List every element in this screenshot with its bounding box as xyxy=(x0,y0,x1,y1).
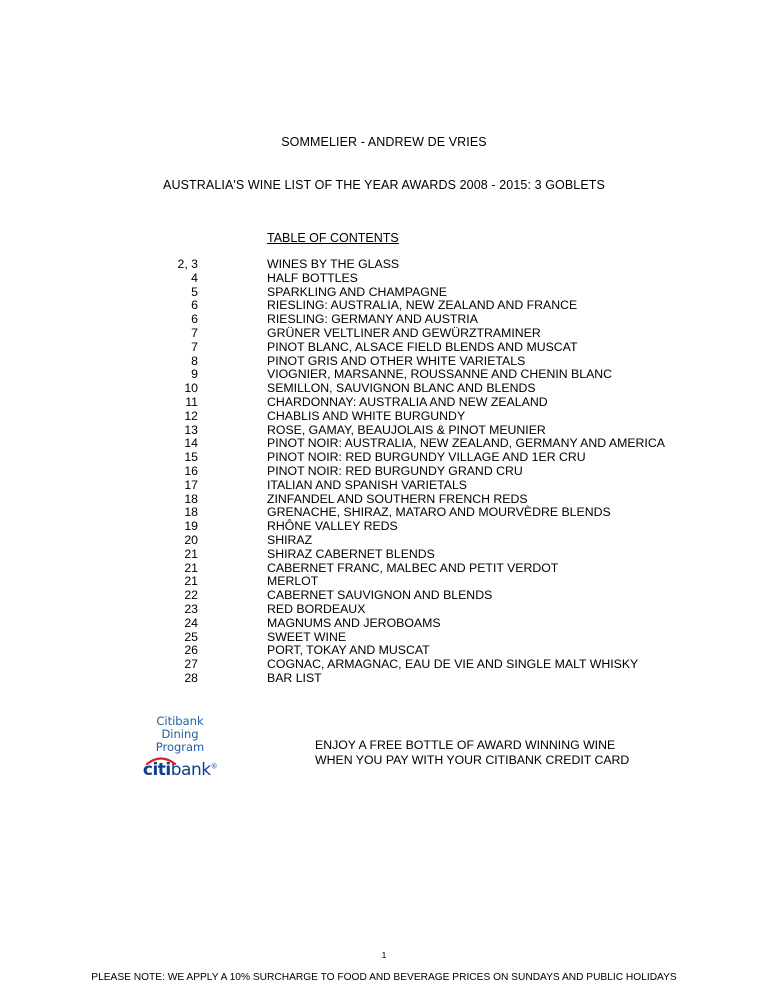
promo-line: WHEN YOU PAY WITH YOUR CITIBANK CREDIT CARD xyxy=(315,753,630,767)
logo-line: Citibank xyxy=(156,714,204,728)
toc-page-number: 18 xyxy=(184,505,198,520)
toc-row xyxy=(150,631,750,645)
toc-row xyxy=(150,368,750,382)
toc-page-number: 18 xyxy=(184,491,198,506)
toc-section-title: VIOGNIER, MARSANNE, ROUSSANNE AND CHENIN BLANC xyxy=(267,367,613,382)
toc-row xyxy=(150,520,750,534)
toc-row xyxy=(150,644,750,658)
toc-page-number: 26 xyxy=(184,643,198,658)
toc-row xyxy=(150,672,750,686)
toc-section-title: CABERNET FRANC, MALBEC AND PETIT VERDOT xyxy=(267,560,559,575)
logo-program-text xyxy=(140,715,220,754)
toc-row xyxy=(150,341,750,355)
awards-line: AUSTRALIA'S WINE LIST OF THE YEAR AWARDS 2008 - 2015: 3 GOBLETS xyxy=(163,178,605,192)
toc-section-title: PINOT NOIR: RED BURGUNDY VILLAGE AND 1ER CRU xyxy=(267,450,586,465)
toc-section-title: CHABLIS AND WHITE BURGUNDY xyxy=(267,408,466,423)
toc-section-title: ITALIAN AND SPANISH VARIETALS xyxy=(267,477,467,492)
toc-row xyxy=(150,562,750,576)
toc-page-number: 9 xyxy=(191,367,198,382)
toc-row xyxy=(150,658,750,672)
toc-page-number: 11 xyxy=(185,394,198,409)
toc-page-number: 7 xyxy=(191,325,198,340)
toc-page-number: 12 xyxy=(184,408,198,423)
toc-section-title: CHARDONNAY: AUSTRALIA AND NEW ZEALAND xyxy=(267,394,548,409)
toc-page-number: 2, 3 xyxy=(177,257,198,271)
page-number: 1 xyxy=(381,950,387,960)
toc-row xyxy=(150,589,750,603)
toc-section-title: GRÜNER VELTLINER AND GEWÜRZTRAMINER xyxy=(267,325,541,340)
toc-section-title: BAR LIST xyxy=(267,670,322,685)
toc-section-title: SHIRAZ xyxy=(267,532,313,547)
toc-row xyxy=(150,603,750,617)
citi-arc-icon xyxy=(144,755,178,765)
toc-section-title: ROSE, GAMAY, BEAUJOLAIS & PINOT MEUNIER xyxy=(267,422,546,437)
toc-page-number: 7 xyxy=(191,339,198,354)
toc-row xyxy=(150,286,750,300)
toc-section-title: PINOT NOIR: RED BURGUNDY GRAND CRU xyxy=(267,463,523,478)
toc-row xyxy=(150,506,750,520)
toc-section-title: SWEET WINE xyxy=(267,629,347,644)
toc-row xyxy=(150,424,750,438)
toc-row xyxy=(150,382,750,396)
table-of-contents xyxy=(150,258,750,686)
toc-row xyxy=(150,299,750,313)
toc-page-number: 27 xyxy=(184,657,198,672)
toc-section-title: HALF BOTTLES xyxy=(267,270,358,285)
toc-section-title: SHIRAZ CABERNET BLENDS xyxy=(267,546,435,561)
toc-page-number: 13 xyxy=(184,422,198,437)
toc-row xyxy=(150,355,750,369)
toc-section-title: RHÔNE VALLEY REDS xyxy=(267,519,398,534)
toc-row xyxy=(150,327,750,341)
toc-section-title: SEMILLON, SAUVIGNON BLANC AND BLENDS xyxy=(267,381,536,396)
toc-row xyxy=(150,465,750,479)
toc-page-number: 22 xyxy=(184,588,198,603)
toc-page-number: 16 xyxy=(184,463,198,478)
toc-row xyxy=(150,451,750,465)
toc-section-title: PORT, TOKAY AND MUSCAT xyxy=(267,643,430,658)
toc-page-number: 6 xyxy=(191,298,198,313)
toc-section-title: MERLOT xyxy=(267,574,319,589)
toc-page-number: 21 xyxy=(184,574,198,589)
toc-page-number: 4 xyxy=(191,270,198,285)
toc-row xyxy=(150,534,750,548)
citibank-wordmark xyxy=(140,760,220,780)
toc-page-number: 19 xyxy=(184,519,198,534)
toc-section-title: COGNAC, ARMAGNAC, EAU DE VIE AND SINGLE MALT WHISKY xyxy=(267,657,639,672)
wordmark-bank: bank xyxy=(170,760,211,780)
toc-page-number: 5 xyxy=(191,284,198,299)
toc-page-number: 8 xyxy=(191,353,198,368)
promo-line: ENJOY A FREE BOTTLE OF AWARD WINNING WINE xyxy=(315,738,616,752)
toc-section-title: RED BORDEAUX xyxy=(267,601,366,616)
toc-section-title: PINOT NOIR: AUSTRALIA, NEW ZEALAND, GERMANY AND AMERICA xyxy=(267,436,665,451)
toc-section-title: RIESLING: AUSTRALIA, NEW ZEALAND AND FRANCE xyxy=(267,298,578,313)
toc-page-number: 20 xyxy=(184,532,198,547)
wordmark-citi: citi xyxy=(142,760,171,780)
toc-row xyxy=(150,396,750,410)
toc-section-title: CABERNET SAUVIGNON AND BLENDS xyxy=(267,588,493,603)
toc-row xyxy=(150,548,750,562)
toc-row xyxy=(150,272,750,286)
toc-page-number: 25 xyxy=(184,629,198,644)
toc-page-number: 10 xyxy=(184,381,198,396)
toc-section-title: PINOT BLANC, ALSACE FIELD BLENDS AND MUSCAT xyxy=(267,339,578,354)
toc-page-number: 23 xyxy=(184,601,198,616)
citibank-dining-logo xyxy=(140,715,220,780)
toc-section-title: RIESLING: GERMANY AND AUSTRIA xyxy=(267,312,478,327)
toc-page-number: 17 xyxy=(184,477,198,492)
toc-section-title: ZINFANDEL AND SOUTHERN FRENCH REDS xyxy=(267,491,528,506)
toc-row xyxy=(150,437,750,451)
toc-row xyxy=(150,313,750,327)
registered-mark: ® xyxy=(210,762,218,771)
toc-page-number: 6 xyxy=(191,312,198,327)
toc-heading: TABLE OF CONTENTS xyxy=(267,231,399,245)
toc-page-number: 15 xyxy=(184,450,198,465)
sommelier-line: SOMMELIER - ANDREW DE VRIES xyxy=(281,135,487,149)
toc-row xyxy=(150,479,750,493)
toc-section-title: GRENACHE, SHIRAZ, MATARO AND MOURVÈDRE BLENDS xyxy=(267,505,611,520)
toc-page-number: 21 xyxy=(184,546,198,561)
toc-row xyxy=(150,410,750,424)
promo-text xyxy=(315,738,629,768)
toc-section-title: MAGNUMS AND JEROBOAMS xyxy=(267,615,441,630)
toc-section-title: WINES BY THE GLASS xyxy=(267,257,400,271)
toc-section-title: PINOT GRIS AND OTHER WHITE VARIETALS xyxy=(267,353,526,368)
logo-line: Dining xyxy=(161,727,199,741)
toc-page-number: 28 xyxy=(184,670,198,685)
toc-page-number: 21 xyxy=(184,560,198,575)
toc-row xyxy=(150,575,750,589)
surcharge-note: PLEASE NOTE: WE APPLY A 10% SURCHARGE TO FOOD AND BEVERAGE PRICES ON SUNDAYS AND PUBLIC HOLIDAYS xyxy=(91,972,677,983)
logo-line: Program xyxy=(155,740,205,754)
toc-section-title: SPARKLING AND CHAMPAGNE xyxy=(267,284,447,299)
toc-page-number: 24 xyxy=(184,615,198,630)
toc-page-number: 14 xyxy=(184,436,198,451)
toc-row xyxy=(150,258,750,272)
toc-row xyxy=(150,617,750,631)
